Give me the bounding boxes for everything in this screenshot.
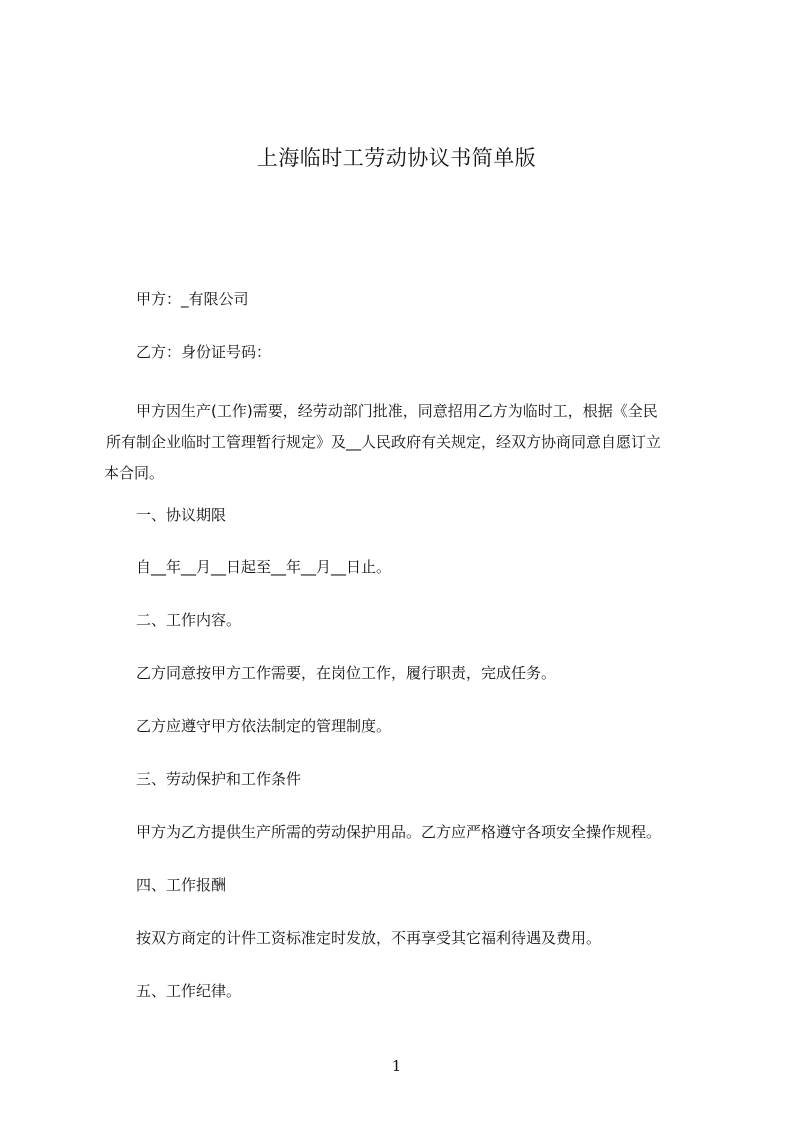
protection-line: 甲方为乙方提供生产所需的劳动保护用品。乙方应严格遵守各项安全操作规程。	[136, 823, 662, 841]
intro-line-3: 本合同。	[104, 464, 165, 482]
party-b-line: 乙方：身份证号码：	[136, 343, 272, 361]
intro-line-1: 甲方因生产(工作)需要，经劳动部门批准，同意招用乙方为临时工，根据《全民	[136, 402, 658, 420]
work-content-line-2: 乙方应遵守甲方依法制定的管理制度。	[136, 717, 392, 735]
section-1-heading: 一、协议期限	[136, 506, 227, 524]
term-line: 自__年__月__日起至__年__月__日止。	[136, 558, 392, 576]
intro-line-2: 所有制企业临时工管理暂行规定》及__人民政府有关规定，经双方协商同意自愿订立	[106, 433, 662, 451]
document-title: 上海临时工劳动协议书简单版	[256, 146, 537, 170]
pay-line: 按双方商定的计件工资标准定时发放，不再享受其它福利待遇及费用。	[136, 929, 602, 947]
section-2-heading: 二、工作内容。	[136, 611, 242, 629]
section-5-heading: 五、工作纪律。	[136, 982, 242, 1000]
section-4-heading: 四、工作报酬	[136, 876, 227, 894]
section-3-heading: 三、劳动保护和工作条件	[136, 770, 302, 788]
intro-paragraph	[104, 396, 704, 489]
page-number: 1	[391, 1057, 402, 1075]
work-content-line-1: 乙方同意按甲方工作需要，在岗位工作，履行职责，完成任务。	[136, 664, 557, 682]
party-a-line: 甲方：_有限公司	[136, 290, 249, 308]
